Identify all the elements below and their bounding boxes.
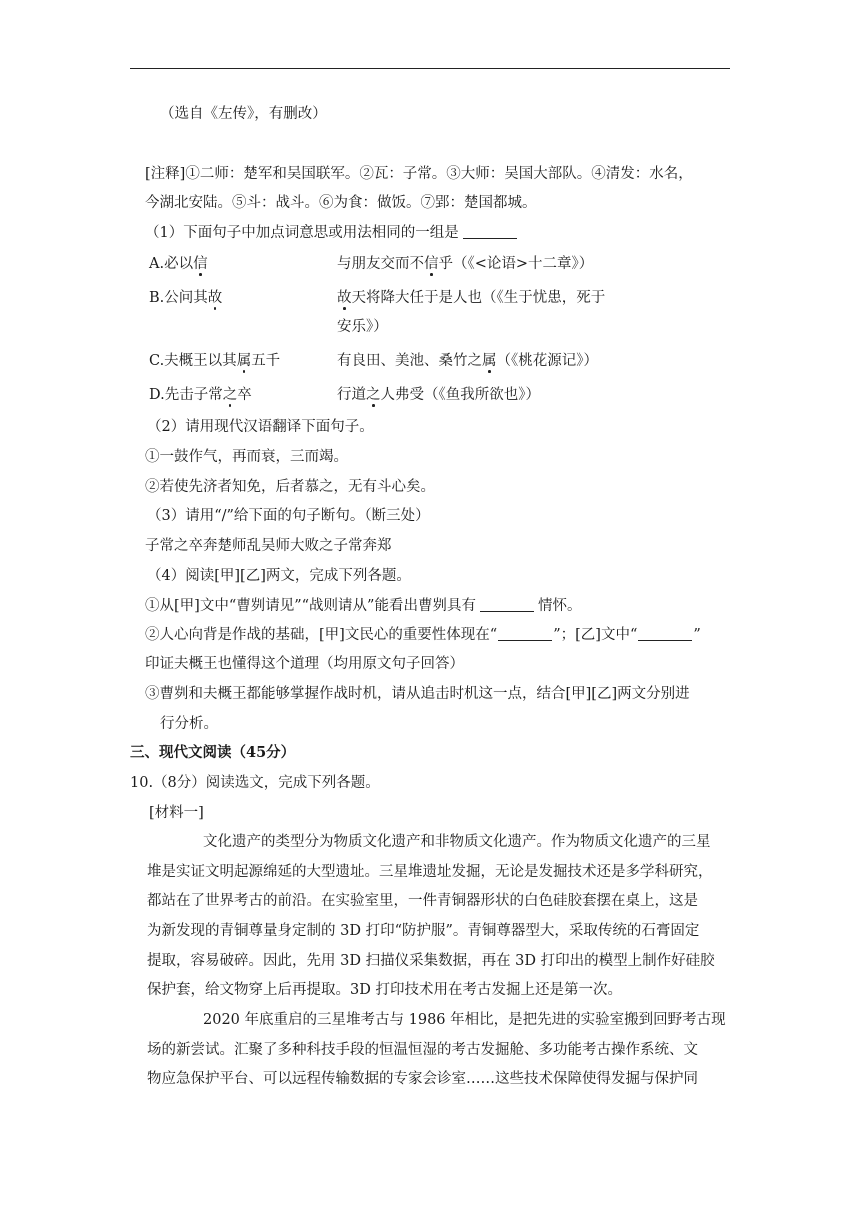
q3-sentence: 子常之卒奔楚师乱吴师大败之子常奔郑 — [145, 538, 392, 554]
answer-blank — [463, 224, 517, 239]
q4-item-2-cont: 印证夫概王也懂得这个道理（均用原文句子回答） — [145, 656, 464, 672]
section-heading: 三、现代文阅读（45分） — [130, 744, 296, 761]
paragraph-1-line: 保护套，给文物穿上后再提取。3D 打印技术用在考古发掘上还是第一次。 — [147, 982, 622, 998]
source-note: （选自《左传》，有删改） — [160, 106, 327, 122]
paragraph-1-line: 为新发现的青铜尊量身定制的 3D 打印“防护服”。青铜尊器型大，采取传统的石膏固定 — [147, 923, 700, 939]
q3-prompt: （3）请用“/”给下面的句子断句。（断三处） — [147, 508, 430, 524]
paragraph-1-line: 提取，容易破碎。因此，先用 3D 扫描仪采集数据，再在 3D 打印出的模型上制作好硅胶 — [147, 953, 715, 969]
paragraph-2-line: 场的新尝试。汇聚了多种科技手段的恒温恒湿的考古发掘舱、多功能考古操作系统、文 — [147, 1042, 698, 1058]
q4-item-3: ③曹刿和夫概王都能够掌握作战时机，请从追击时机这一点，结合[甲][乙]两文分别进 — [145, 686, 690, 702]
annotation-line-1: [注释]①二师：楚军和吴国联军。②瓦：子常。③大师：吴国大部队。④清发：水名， — [145, 166, 693, 182]
paragraph-1-line: 都站在了世界考古的前沿。在实验室里，一件青铜器形状的白色硅胶套摆在桌上，这是 — [147, 893, 698, 909]
option-d-reference: 行道之人弗受（《鱼我所欲也》） — [337, 387, 540, 403]
option-b-reference-cont: 安乐》） — [337, 319, 388, 335]
paragraph-2-line: 物应急保护平台、可以远程传输数据的专家会诊室……这些技术保障使得发掘与保护同 — [147, 1071, 698, 1087]
q1-prompt: （1）下面句子中加点词意思或用法相同的一组是 — [145, 223, 521, 243]
option-d-label: D.先击子常之卒 — [149, 387, 252, 403]
answer-blank — [498, 626, 552, 641]
header-rule — [130, 68, 730, 69]
annotation-line-2: 今湖北安陆。⑤斗：战斗。⑥为食：做饭。⑦郢：楚国都城。 — [145, 195, 537, 211]
option-b-reference: 故天将降大任于是人也（《生于忧患，死于 — [337, 290, 606, 306]
q4-item-1: ①从[甲]文中“曹刿请见”“战则请从”能看出曹刿具有 情怀。 — [145, 598, 582, 614]
q2-sentence-1: ①一鼓作气，再而衰，三而竭。 — [145, 449, 348, 465]
q2-prompt: （2）请用现代汉语翻译下面句子。 — [147, 419, 374, 435]
q4-item-2: ②人心向背是作战的基础，[甲]文民心的重要性体现在“ ”；[乙]文中“ ” — [145, 627, 701, 643]
answer-blank — [480, 597, 534, 612]
option-a-label: A.必以信 — [149, 256, 208, 272]
q2-sentence-2: ②若使先济者知免，后者慕之，无有斗心矣。 — [145, 479, 435, 495]
option-c-reference: 有良田、美池、桑竹之属（《桃花源记》） — [337, 353, 598, 369]
option-b-label: B.公问其故 — [149, 290, 223, 306]
answer-blank — [638, 626, 692, 641]
option-a-reference: 与朋友交而不信乎（《<论语>十二章》） — [337, 256, 594, 272]
option-c-label: C.夫概王以其属五千 — [149, 353, 281, 369]
paragraph-1-line: 文化遗产的类型分为物质文化遗产和非物质文化遗产。作为物质文化遗产的三星 — [203, 834, 711, 850]
material-label: [材料一] — [149, 805, 204, 821]
q10-prompt: 10.（8分）阅读选文，完成下列各题。 — [130, 775, 380, 791]
q4-prompt: （4）阅读[甲][乙]两文，完成下列各题。 — [147, 568, 411, 584]
q4-item-3-cont: 行分析。 — [160, 716, 218, 732]
paragraph-2-line: 2020 年底重启的三星堆考古与 1986 年相比，是把先进的实验室搬到回野考古现 — [203, 1012, 726, 1028]
paragraph-1-line: 堆是实证文明起源绵延的大型遗址。三星堆遗址发掘，无论是发掘技术还是多学科研究， — [147, 864, 713, 880]
